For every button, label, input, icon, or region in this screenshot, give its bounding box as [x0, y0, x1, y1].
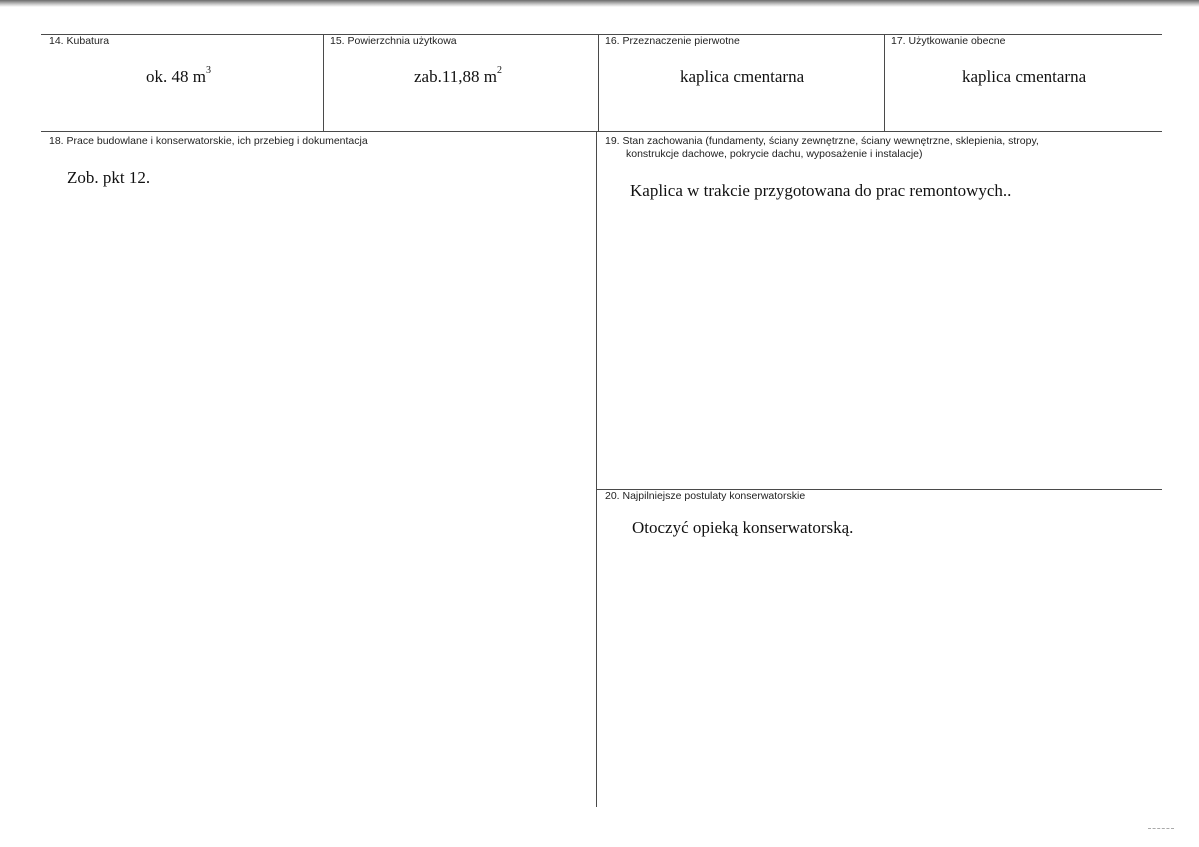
field-14-value [146, 67, 211, 87]
divider-16-17 [884, 34, 885, 131]
row-divider-line [41, 131, 1162, 132]
divider-14-15 [323, 34, 324, 131]
scan-artifact [1148, 828, 1174, 830]
field-19-label [605, 135, 1155, 161]
field-14-unit-exponent: 3 [205, 65, 211, 77]
scan-top-edge [0, 0, 1199, 7]
field-15-unit-exponent: 2 [496, 65, 502, 77]
divider-18-19 [596, 131, 597, 807]
field-15-label: 15. Powierzchnia użytkowa [330, 35, 457, 47]
field-19-label-line2: konstrukcje dachowe, pokrycie dachu, wyposażenie i instalacje) [626, 148, 923, 160]
field-17-label: 17. Użytkowanie obecne [891, 35, 1006, 47]
field-18-label: 18. Prace budowlane i konserwatorskie, ich przebieg i dokumentacja [49, 135, 368, 147]
field-14-value-text: ok. 48 m [146, 67, 206, 86]
field-20-value: Otoczyć opieką konserwatorską. [632, 518, 854, 537]
field-15-value [414, 67, 502, 87]
field-16-value: kaplica cmentarna [680, 67, 805, 86]
divider-15-16 [598, 34, 599, 131]
field-19-label-line1: 19. Stan zachowania (fundamenty, ściany zewnętrzne, ściany wewnętrzne, sklepienia, stropy, [605, 135, 1039, 147]
field-14-label: 14. Kubatura [49, 35, 110, 47]
field-19-value: Kaplica w trakcie przygotowana do prac remontowych.. [630, 181, 1012, 200]
field-16-label: 16. Przeznaczenie pierwotne [605, 35, 740, 47]
field-15-value-text: zab.11,88 m [414, 67, 497, 86]
field-20-label: 20. Najpilniejsze postulaty konserwatorskie [605, 490, 806, 502]
field-17-value: kaplica cmentarna [962, 67, 1087, 86]
field-18-value: Zob. pkt 12. [67, 168, 151, 187]
